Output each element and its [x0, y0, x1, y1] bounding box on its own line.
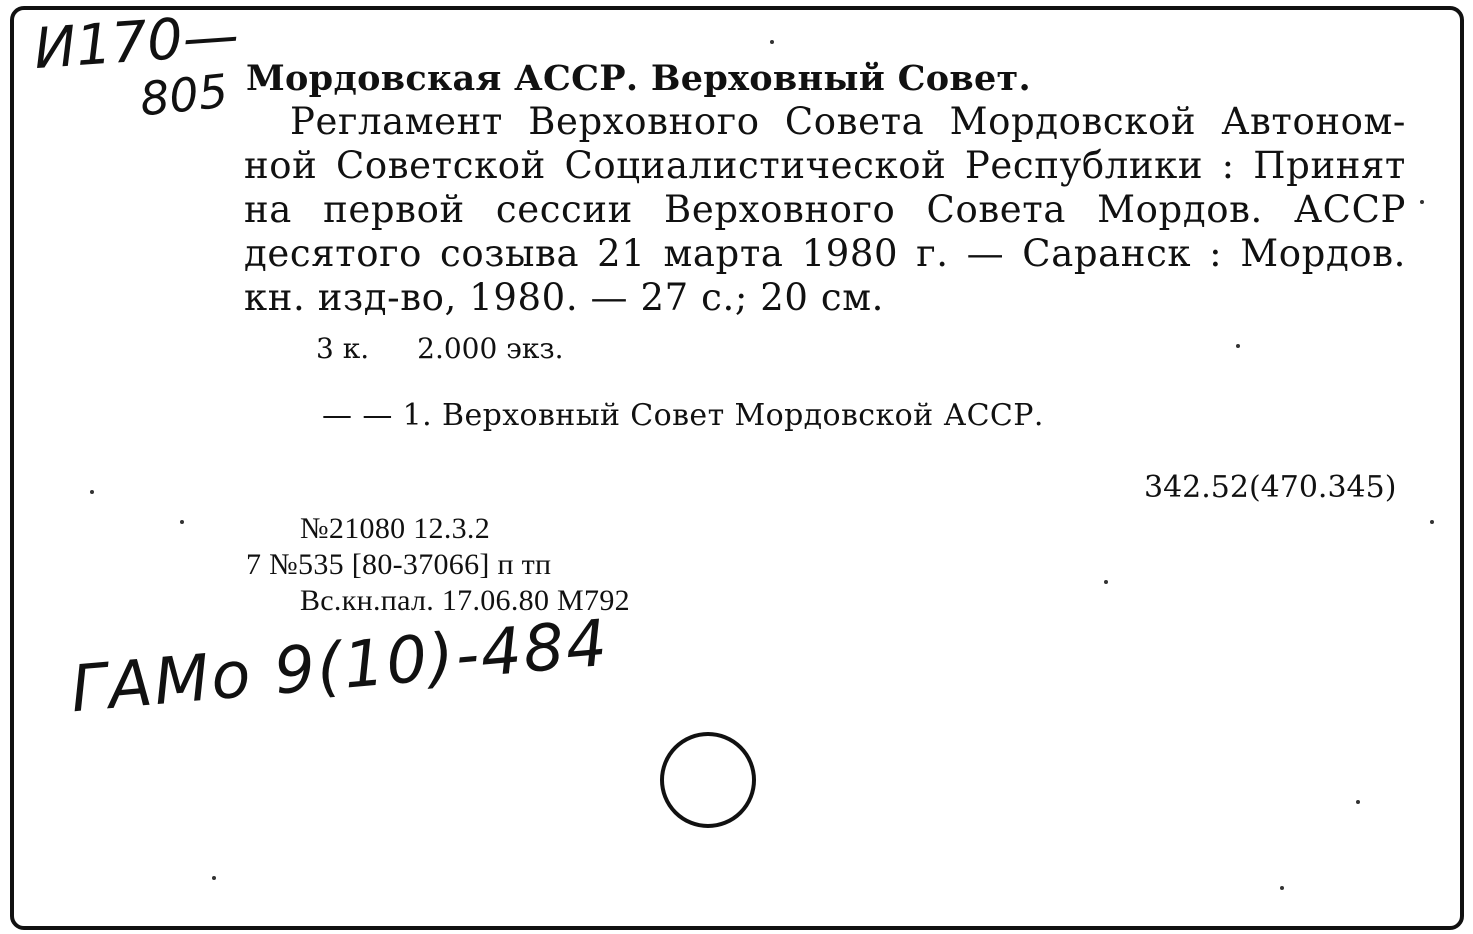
speck — [1280, 886, 1284, 890]
speck — [1356, 800, 1360, 804]
description-line-4: десятого созыва 21 марта 1980 г. — Саранск : Мордов. — [244, 232, 1406, 275]
description-line-3: на первой сессии Верховного Совета Мордов. АССР — [244, 188, 1406, 231]
speck — [1430, 520, 1434, 524]
price: 3 к. — [316, 332, 370, 365]
tracing-entry: — — 1. Верховный Совет Мордовской АССР. — [322, 398, 1044, 433]
technical-line-2: 7 №535 [80-37066] п тп — [246, 548, 552, 581]
handwritten-archive-note: ГАМо 9(10)-484 — [67, 606, 612, 728]
price-line — [316, 332, 564, 365]
handwritten-call-number-line2: 805 — [137, 63, 231, 127]
technical-line-1: №21080 12.3.2 — [300, 512, 491, 545]
speck — [1420, 200, 1424, 204]
card-hole — [660, 732, 756, 828]
description-line-2: ной Советской Социалистической Республики : Принят — [244, 144, 1406, 187]
speck — [770, 40, 774, 44]
description-line-1: Регламент Верховного Совета Мордовской Автоном- — [290, 100, 1406, 143]
speck — [1236, 344, 1240, 348]
description-line-5: кн. изд-во, 1980. — 27 с.; 20 см. — [244, 276, 884, 319]
udc-index: 342.52(470.345) — [1144, 470, 1397, 505]
handwritten-call-number-line1: И170— — [31, 2, 241, 83]
speck — [180, 520, 184, 524]
speck — [212, 876, 216, 880]
card-heading: Мордовская АССР. Верховный Совет. — [246, 58, 1032, 99]
technical-line-3: Вс.кн.пал. 17.06.80 М792 — [300, 584, 630, 617]
print-run: 2.000 экз. — [417, 332, 564, 365]
speck — [1104, 580, 1108, 584]
speck — [90, 490, 94, 494]
